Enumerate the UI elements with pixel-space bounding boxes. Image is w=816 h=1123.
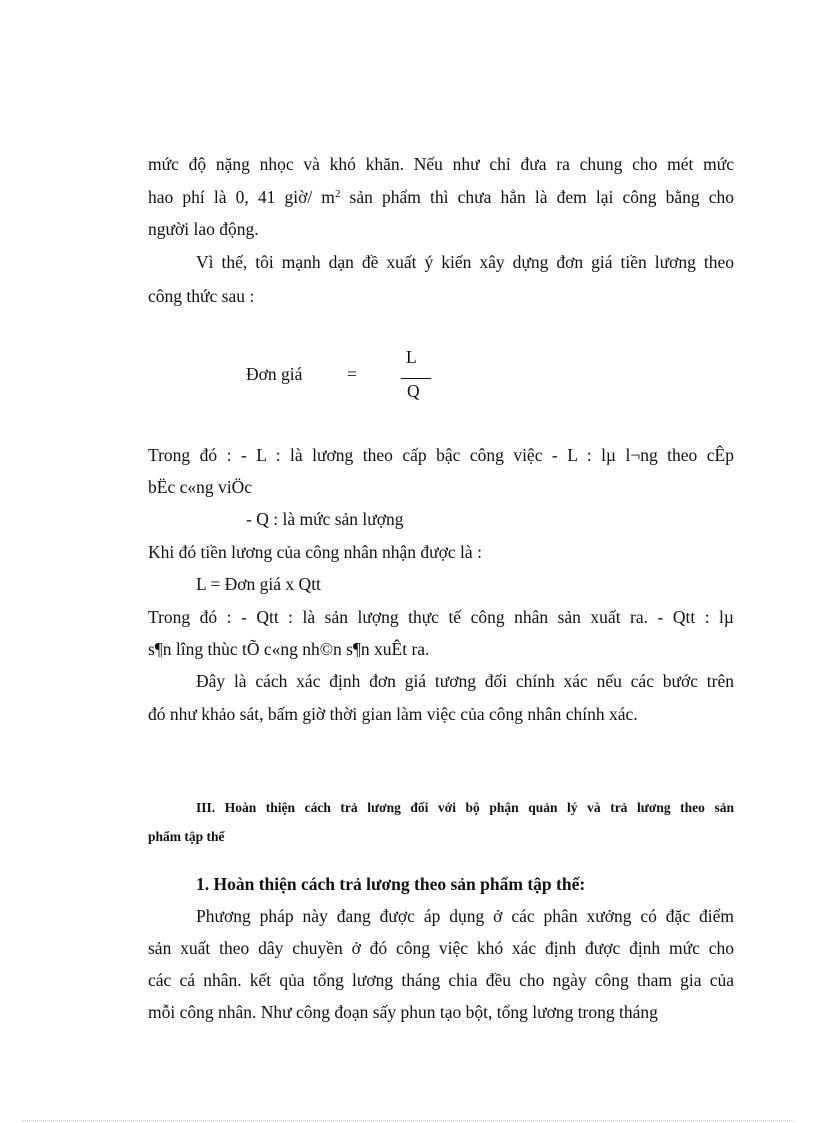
subsection1-title: 1. Hoàn thiện cách trả lương theo sản phẩm tập thể: xyxy=(196,874,586,894)
paragraph2-line1: Vì thế, tôi mạnh dạn đề xuất ý kiến xây dựng đơn giá tiền lương theo xyxy=(196,252,734,272)
paragraph1-line2-post: sản phẩm thì chưa hẳn là đem lại công bằng cho xyxy=(340,187,734,207)
paragraph1-line2 xyxy=(148,185,734,209)
then-line1: Khi đó tiền lương của công nhân nhận được là : xyxy=(148,542,482,562)
paragraph3-line2: đó như khảo sát, bấm giờ thời gian làm việc của công nhân chính xác. xyxy=(148,704,638,724)
section3-heading-line1: III. Hoàn thiện cách trả lương đối với bộ phận quản lý và trả lương theo sản xyxy=(196,800,734,815)
paragraph1-line3: người lao động. xyxy=(148,219,259,239)
where2-line1: Trong đó : - Qtt : là sản lượng thực tế công nhân sản xuất ra. - Qtt : lµ xyxy=(148,607,734,627)
subsection1-line2: sản xuất theo dây chuyền ở đó công việc khó xác định được định mức cho xyxy=(148,938,734,958)
subsection1-line4: mỗi công nhân. Như công đoạn sấy phun tạo bột, tổng lương trong tháng xyxy=(148,1002,658,1022)
subsection1-line1: Phương pháp này đang được áp dụng ở các phân xưởng có đặc điểm xyxy=(196,906,734,926)
paragraph3-line1: Đây là cách xác định đơn giá tương đối chính xác nếu các bước trên xyxy=(196,671,734,691)
paragraph1-line1: mức độ nặng nhọc và khó khăn. Nếu như chỉ đưa ra chung cho mét mức xyxy=(148,154,734,174)
subsection1-line3: các cá nhân. kết qủa tổng lương tháng chia đều cho ngày công tham gia của xyxy=(148,970,734,990)
where1-line1: Trong đó : - L : là lương theo cấp bậc công việc - L : lµ l¬ng theo cÊp xyxy=(148,445,734,465)
superscript-2: 2 xyxy=(334,188,341,200)
page-bottom-divider xyxy=(22,1120,794,1121)
where1-line2: bËc c«ng viÖc xyxy=(148,477,252,497)
formula-equals: = xyxy=(347,364,357,384)
then-formula: L = Đơn giá x Qtt xyxy=(196,574,321,594)
formula-numerator: L xyxy=(406,347,417,367)
formula-label: Đơn giá xyxy=(246,364,303,384)
formula-denominator: Q xyxy=(407,381,420,401)
fraction-bar xyxy=(401,378,431,379)
section3-heading-line2: phẩm tập thể xyxy=(148,829,225,844)
paragraph2-line2: công thức sau : xyxy=(148,286,255,306)
where1-line3: - Q : là mức sản lượng xyxy=(246,509,404,529)
paragraph1-line2-pre: hao phí là 0, 41 giờ/ m xyxy=(148,187,335,207)
where2-line2: s¶n lîng thùc tÕ c«ng nh©n s¶n xuÊt ra. xyxy=(148,639,430,659)
